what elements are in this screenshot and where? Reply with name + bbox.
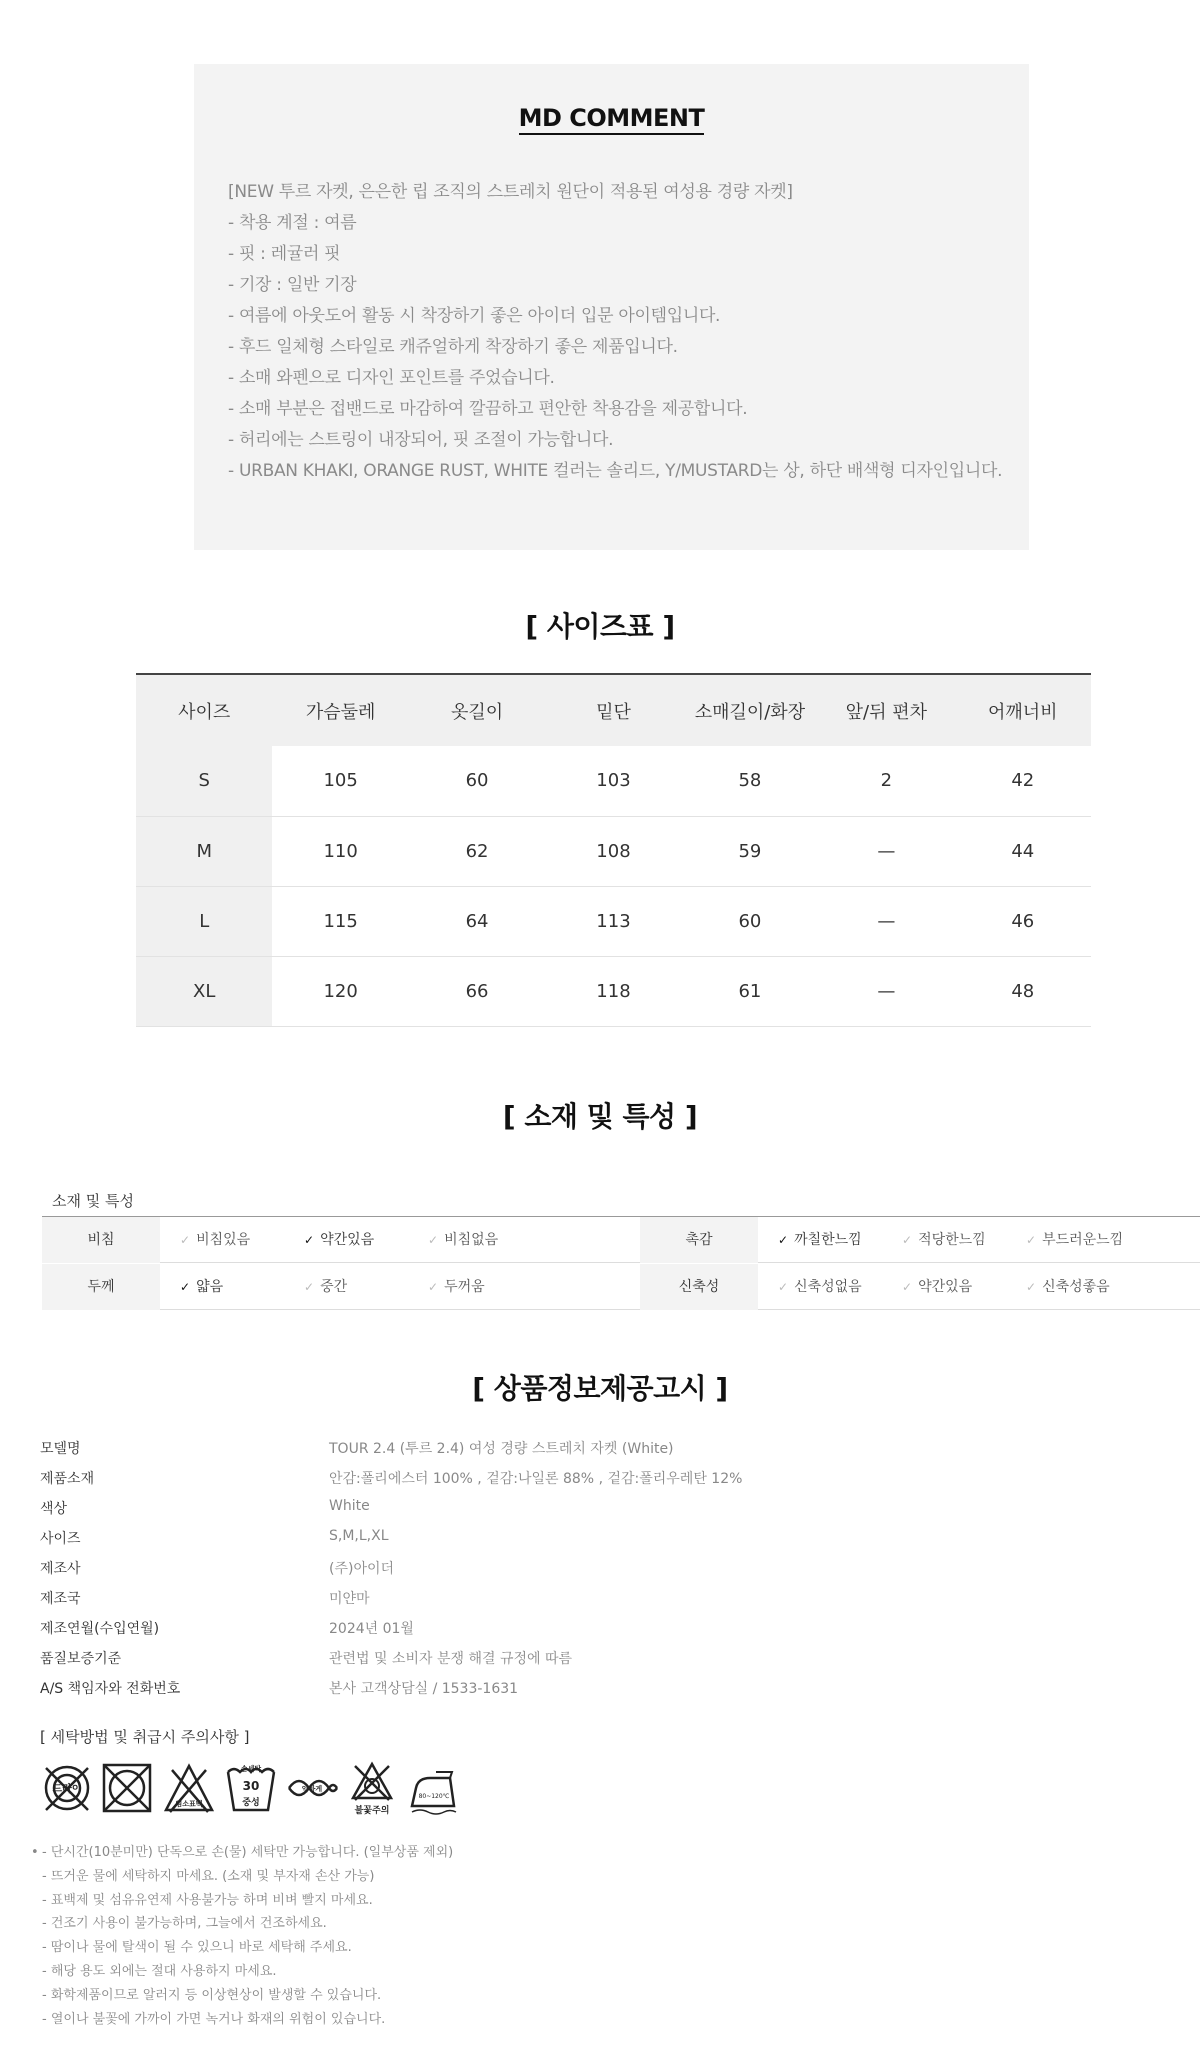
material-option	[304, 1217, 421, 1263]
material-option-label: 두꺼움	[444, 1279, 485, 1295]
material-table	[42, 1216, 1200, 1310]
no-tumble-dry-icon	[40, 1760, 94, 1816]
size-cell: 60	[682, 886, 818, 956]
care-note: - 화학제품이므로 알러지 등 이상현상이 발생할 수 있습니다.	[42, 1987, 382, 2003]
care-title: [ 세탁방법 및 취급시 주의사항 ]	[40, 1728, 250, 1746]
check-icon: ✓	[778, 1233, 789, 1247]
care-notes-lines	[42, 1841, 453, 2031]
material-attr-label: 비침	[42, 1217, 160, 1263]
table-row	[136, 816, 1091, 886]
info-key: 제조사	[40, 1561, 81, 1577]
svg-text:30: 30	[242, 1779, 260, 1793]
info-value: 미얀마	[329, 1591, 370, 1607]
size-cell: 103	[545, 746, 681, 816]
care-notes-bullet: •	[31, 1845, 39, 1860]
hand-wash-30-icon	[224, 1760, 278, 1816]
size-cell: 110	[272, 816, 408, 886]
check-off-icon: ✓	[428, 1280, 439, 1294]
size-cell: 44	[955, 816, 1091, 886]
size-row-label: S	[136, 746, 272, 816]
care-note: - 열이나 불꽃에 가까이 가면 녹거나 화재의 위험이 있습니다.	[42, 2011, 386, 2027]
material-option-label: 비침있음	[196, 1232, 251, 1248]
info-value: 본사 고객상담실 / 1533-1631	[329, 1681, 519, 1697]
no-bleach-icon	[162, 1760, 216, 1816]
size-cell: 113	[545, 886, 681, 956]
size-cell: 64	[409, 886, 545, 956]
material-option	[778, 1264, 895, 1310]
care-note: - 단시간(10분미만) 단독으로 손(물) 세탁만 가능합니다. (일부상품 제외)	[42, 1845, 454, 1860]
material-option	[1026, 1264, 1143, 1310]
material-option-label: 얇음	[196, 1279, 224, 1295]
info-section-title: [ 상품정보제공고시 ]	[472, 1372, 728, 1405]
md-comment-box	[194, 64, 1029, 550]
info-key: 제조국	[40, 1591, 81, 1607]
check-off-icon: ✓	[902, 1233, 913, 1247]
size-section-title: [ 사이즈표 ]	[525, 610, 675, 643]
info-value: (주)아이더	[329, 1561, 395, 1577]
size-row-label: XL	[136, 956, 272, 1026]
check-off-icon: ✓	[902, 1280, 913, 1294]
check-off-icon: ✓	[180, 1233, 191, 1247]
care-note: - 표백제 및 섬유유연제 사용불가능 하며 비벼 빨지 마세요.	[42, 1892, 373, 1908]
iron-low-icon	[406, 1760, 460, 1816]
no-twist-icon	[285, 1760, 339, 1816]
size-header-cell: 앞/뒤 편차	[818, 674, 954, 746]
size-header-cell: 밑단	[545, 674, 681, 746]
material-label: 소재 및 특성	[52, 1192, 134, 1210]
check-off-icon: ✓	[1026, 1233, 1037, 1247]
material-option-label: 약간있음	[918, 1279, 973, 1295]
info-value: White	[329, 1498, 370, 1514]
material-option-label: 신축성없음	[794, 1279, 862, 1295]
check-off-icon: ✓	[1026, 1280, 1037, 1294]
size-cell: —	[818, 956, 954, 1026]
info-key: 제조연월(수입연월)	[40, 1621, 160, 1637]
material-option	[1026, 1217, 1143, 1263]
size-row-label: L	[136, 886, 272, 956]
md-comment-lines	[228, 177, 1008, 487]
info-value: 관련법 및 소비자 분쟁 해결 규정에 따름	[329, 1651, 573, 1667]
size-table-header	[136, 674, 1091, 746]
material-attr-label: 촉감	[640, 1217, 758, 1263]
size-cell: 59	[682, 816, 818, 886]
care-icon-text: 드라이	[52, 1784, 82, 1795]
size-cell: 2	[818, 746, 954, 816]
size-cell: 62	[409, 816, 545, 886]
material-option-label: 중간	[320, 1279, 348, 1295]
check-off-icon: ✓	[778, 1280, 789, 1294]
size-cell: 58	[682, 746, 818, 816]
info-key: A/S 책임자와 전화번호	[40, 1681, 181, 1697]
md-line: - 소매 와펜으로 디자인 포인트를 주었습니다.	[228, 368, 555, 388]
care-icon-text: 염소표백	[175, 1800, 203, 1808]
check-icon: ✓	[180, 1280, 191, 1294]
material-section-title: [ 소재 및 특성 ]	[502, 1100, 698, 1133]
md-comment-title: MD COMMENT	[194, 104, 1029, 132]
material-option	[778, 1217, 895, 1263]
svg-text:손세탁: 손세탁	[240, 1765, 262, 1773]
size-cell: 115	[272, 886, 408, 956]
md-line: - 착용 계절 : 여름	[228, 213, 357, 233]
size-cell: 48	[955, 956, 1091, 1026]
info-value: 안감:폴리에스터 100% , 겉감:나일론 88% , 겉감:폴리우레탄 12%	[329, 1471, 743, 1487]
md-line: [NEW 투르 자켓, 은은한 립 조직의 스트레치 원단이 적용된 여성용 경량 자켓]	[228, 182, 793, 202]
size-table	[136, 673, 1091, 1027]
table-row	[136, 746, 1091, 816]
size-cell: —	[818, 886, 954, 956]
material-option	[304, 1264, 421, 1310]
size-cell: 105	[272, 746, 408, 816]
care-note: - 땀이나 물에 탈색이 될 수 있으니 바로 세탁해 주세요.	[42, 1940, 352, 1956]
material-option	[180, 1217, 297, 1263]
info-value: TOUR 2.4 (투르 2.4) 여성 경량 스트레치 자켓 (White)	[329, 1441, 674, 1457]
care-icon-text: 약하게	[301, 1785, 323, 1793]
check-off-icon: ✓	[428, 1233, 439, 1247]
size-cell: 118	[545, 956, 681, 1026]
size-cell: 46	[955, 886, 1091, 956]
info-key: 제품소재	[40, 1471, 95, 1487]
material-row	[42, 1217, 1200, 1263]
md-line: - URBAN KHAKI, ORANGE RUST, WHITE 컬러는 솔리드, Y/MUSTARD는 상, 하단 배색형 디자인입니다.	[228, 461, 1003, 481]
material-option	[902, 1217, 1019, 1263]
size-cell: 66	[409, 956, 545, 1026]
care-notes	[31, 1841, 453, 2031]
material-attr-label: 신축성	[640, 1264, 758, 1310]
size-header-cell: 소매길이/화장	[682, 674, 818, 746]
info-key: 색상	[40, 1501, 68, 1517]
size-table-body	[136, 746, 1091, 1026]
size-cell: 120	[272, 956, 408, 1026]
material-attr-label: 두께	[42, 1264, 160, 1310]
md-line: - 후드 일체형 스타일로 캐쥬얼하게 착장하기 좋은 제품입니다.	[228, 337, 678, 357]
care-note: - 뜨거운 물에 세탁하지 마세요. (소재 및 부자재 손산 가능)	[42, 1868, 375, 1884]
size-header-cell: 가슴둘레	[272, 674, 408, 746]
size-cell: 61	[682, 956, 818, 1026]
material-row	[42, 1264, 1200, 1310]
care-icon-text: 불꽃주의	[354, 1806, 390, 1816]
md-line: - 허리에는 스트링이 내장되어, 핏 조절이 가능합니다.	[228, 430, 614, 450]
size-cell: 60	[409, 746, 545, 816]
size-header-cell: 옷길이	[409, 674, 545, 746]
size-header-cell: 어깨너비	[955, 674, 1091, 746]
material-option	[428, 1264, 545, 1310]
info-key: 사이즈	[40, 1531, 81, 1547]
info-key: 모델명	[40, 1441, 81, 1457]
material-option	[180, 1264, 297, 1310]
material-option-label: 까칠한느낌	[794, 1232, 862, 1248]
md-line: - 여름에 아웃도어 활동 시 착장하기 좋은 아이더 입문 아이템입니다.	[228, 306, 721, 326]
svg-text:중성: 중성	[242, 1798, 260, 1808]
size-row-label: M	[136, 816, 272, 886]
material-option-label: 적당한느낌	[918, 1232, 986, 1248]
md-line: - 소매 부분은 접밴드로 마감하여 깔끔하고 편안한 착용감을 제공합니다.	[228, 399, 748, 419]
size-cell: 42	[955, 746, 1091, 816]
info-key: 품질보증기준	[40, 1651, 122, 1667]
table-row	[136, 956, 1091, 1026]
material-option-label: 비침없음	[444, 1232, 499, 1248]
info-value: 2024년 01월	[329, 1621, 414, 1637]
size-cell: 108	[545, 816, 681, 886]
care-note: - 해당 용도 외에는 절대 사용하지 마세요.	[42, 1963, 277, 1979]
material-option-label: 약간있음	[320, 1232, 375, 1248]
material-option	[428, 1217, 545, 1263]
material-option	[902, 1264, 1019, 1310]
no-direct-fire-icon	[345, 1760, 399, 1816]
no-wring-icon	[100, 1760, 154, 1816]
size-cell: —	[818, 816, 954, 886]
care-note: - 건조기 사용이 불가능하며, 그늘에서 건조하세요.	[42, 1916, 327, 1932]
care-icon-text: 80~120℃	[418, 1793, 450, 1800]
check-off-icon: ✓	[304, 1280, 315, 1294]
table-row	[136, 886, 1091, 956]
info-value: S,M,L,XL	[329, 1528, 389, 1544]
material-option-label: 부드러운느낌	[1042, 1232, 1124, 1248]
material-option-label: 신축성좋음	[1042, 1279, 1110, 1295]
md-line: - 기장 : 일반 기장	[228, 275, 357, 295]
check-icon: ✓	[304, 1233, 315, 1247]
size-header-cell: 사이즈	[136, 674, 272, 746]
md-line: - 핏 : 레귤러 핏	[228, 244, 341, 264]
